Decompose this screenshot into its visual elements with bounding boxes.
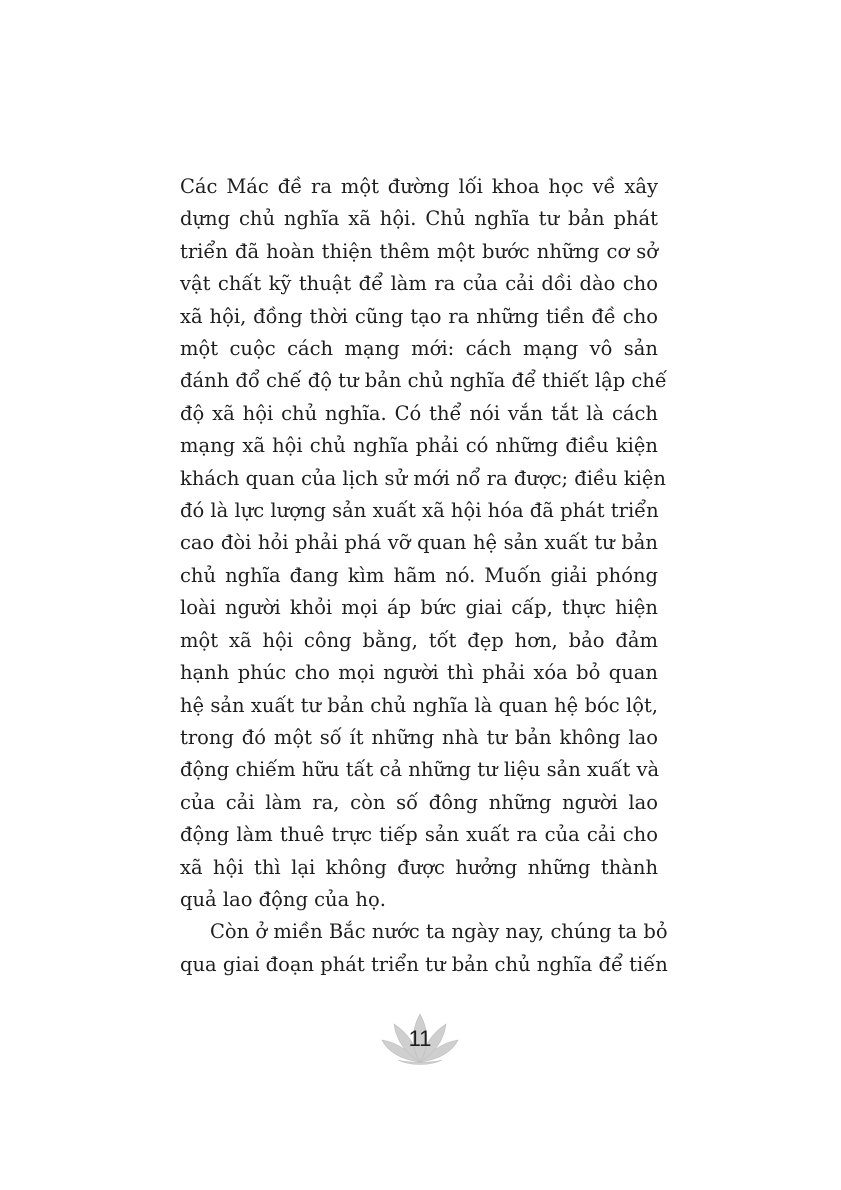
text-line: quả lao động của họ. xyxy=(180,887,386,911)
text-line: Còn ở miền Bắc nước ta ngày nay, chúng ta bỏ xyxy=(210,920,668,944)
text-line: một xã hội công bằng, tốt đẹp hơn, bảo đảm xyxy=(180,628,658,652)
text-line: trong đó một số ít những nhà tư bản không lao xyxy=(180,725,658,749)
text-line: khách quan của lịch sử mới nổ ra được; điều kiện xyxy=(180,466,666,490)
text-line: xã hội thì lại không được hưởng những thành xyxy=(180,855,658,879)
text-line: mạng xã hội chủ nghĩa phải có những điều kiện xyxy=(180,434,658,458)
text-line: xã hội, đồng thời cũng tạo ra những tiền đề cho xyxy=(180,304,658,328)
text-line: chủ nghĩa đang kìm hãm nó. Muốn giải phóng xyxy=(180,563,658,587)
text-line: đánh đổ chế độ tư bản chủ nghĩa để thiết lập chế xyxy=(180,369,667,393)
text-line: của cải làm ra, còn số đông những người lao xyxy=(180,790,658,814)
text-line: cao đòi hỏi phải phá vỡ quan hệ sản xuất tư bản xyxy=(180,531,658,555)
body-text xyxy=(180,171,668,981)
text-line: hệ sản xuất tư bản chủ nghĩa là quan hệ bóc lột, xyxy=(180,693,658,717)
paragraph xyxy=(180,916,668,981)
text-line: vật chất kỹ thuật để làm ra của cải dồi dào cho xyxy=(180,272,658,296)
text-line: hạnh phúc cho mọi người thì phải xóa bỏ quan xyxy=(180,661,658,685)
page-footer xyxy=(380,1010,460,1068)
text-line: qua giai đoạn phát triển tư bản chủ nghĩa để tiến xyxy=(180,952,668,976)
text-line: loài người khỏi mọi áp bức giai cấp, thực hiện xyxy=(180,596,658,620)
text-line: Các Mác đề ra một đường lối khoa học về xây xyxy=(180,175,658,198)
paragraph xyxy=(180,171,667,916)
text-line: động chiếm hữu tất cả những tư liệu sản xuất và xyxy=(180,758,660,782)
page-number: 11 xyxy=(408,1026,432,1051)
text-line: động làm thuê trực tiếp sản xuất ra của cải cho xyxy=(180,823,658,847)
text-line: đó là lực lượng sản xuất xã hội hóa đã phát triển xyxy=(180,499,659,523)
text-line: một cuộc cách mạng mới: cách mạng vô sản xyxy=(180,337,658,361)
text-line: triển đã hoàn thiện thêm một bước những cơ sở xyxy=(180,239,658,263)
text-line: độ xã hội chủ nghĩa. Có thể nói vắn tắt là cách xyxy=(180,401,658,425)
text-line: dựng chủ nghĩa xã hội. Chủ nghĩa tư bản phát xyxy=(180,207,658,231)
